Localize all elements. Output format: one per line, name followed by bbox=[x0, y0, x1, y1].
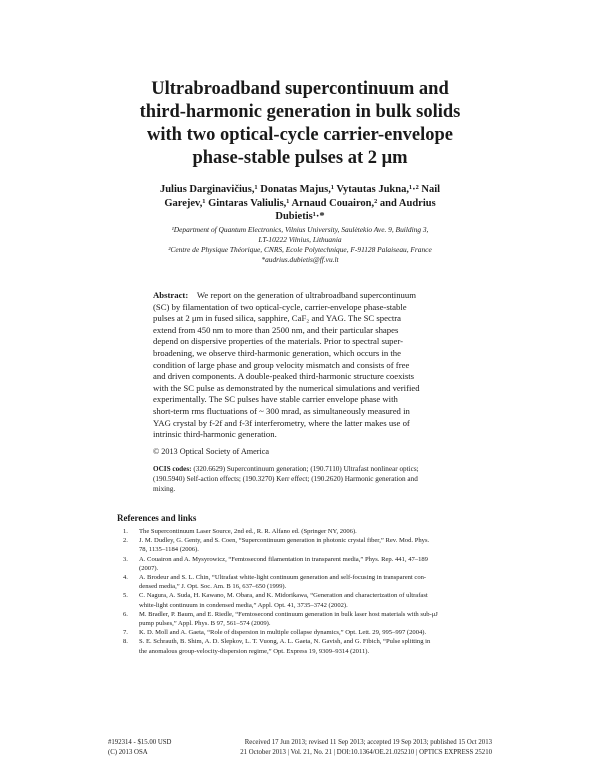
title-line: third-harmonic generation in bulk solids bbox=[139, 102, 461, 122]
affiliations bbox=[140, 225, 460, 265]
reference-number: 3. bbox=[123, 555, 128, 563]
reference-item bbox=[117, 555, 495, 573]
ocis-line bbox=[153, 464, 453, 474]
reference-text: C. Nagura, A. Suda, H. Kawano, M. Obara, and K. Midorikawa, “Generation and characterization of ultrafast bbox=[139, 592, 428, 600]
email-link[interactable]: *audrius.dubietis@ff.vu.lt bbox=[261, 255, 339, 264]
abstract-text: We report on the generation of ultrabroadband supercontinuum bbox=[196, 290, 416, 300]
reference-text: K. D. Moll and A. Gaeta, “Role of dispersion in multiple collapse dynamics,” Opt. Lett. 29, 995–997 (2004). bbox=[139, 629, 427, 637]
abstract-line: broadening, we observe third-harmonic generation, which occurs in the bbox=[153, 347, 401, 358]
footer-dates: Received 17 Jun 2013; revised 11 Sep 2013; accepted 19 Sep 2013; published 15 Oct 2013 bbox=[244, 739, 492, 746]
title-line: phase-stable pulses at 2 μm bbox=[192, 148, 408, 168]
abstract-label: Abstract: bbox=[153, 290, 189, 300]
affiliation-line: ¹Department of Quantum Electronics, Vilnius University, Saulėtekio Ave. 9, Building 3, bbox=[171, 225, 429, 234]
author-line: Julius Darginavičius,¹ Donatas Majus,¹ Vytautas Jukna,¹·² Nail bbox=[159, 184, 441, 195]
abstract-line: depend on dispersive properties of the materials. Prior to spectral super- bbox=[153, 336, 403, 347]
reference-item bbox=[117, 536, 495, 554]
reference-text: The Supercontinuum Laser Source, 2nd ed., R. R. Alfano ed. (Springer NY, 2006). bbox=[139, 528, 357, 535]
abstract-line: YAG crystal by f-2f and f-3f interferometry, where the latter makes use of bbox=[153, 417, 410, 428]
affiliation-line: LT-10222 Vilnius, Lithuania bbox=[258, 235, 342, 244]
reference-item bbox=[117, 637, 495, 655]
title-line: Ultrabroadband supercontinuum and bbox=[151, 79, 449, 99]
reference-text: densed media,” J. Opt. Soc. Am. B 16, 637–650 (1999). bbox=[139, 583, 287, 591]
abstract-line: with the SC pulse as demonstrated by the numerical simulations and verified bbox=[153, 382, 420, 393]
reference-text: the anomalous group-velocity-dispersion regime,” Opt. Express 19, 9309–9314 (2011). bbox=[139, 647, 370, 655]
references-heading: References and links bbox=[117, 513, 197, 523]
reference-text: A. Brodeur and S. L. Chin, “Ultrafast white-light continuum generation and self-focusing in transparent con- bbox=[139, 574, 427, 582]
reference-text: (2007). bbox=[139, 564, 159, 572]
footer-copyright: (C) 2013 OSA bbox=[108, 749, 148, 756]
reference-number: 5. bbox=[123, 592, 128, 600]
ocis-label: OCIS codes: bbox=[153, 465, 192, 473]
ocis-codes bbox=[153, 464, 453, 494]
reference-number: 6. bbox=[123, 610, 128, 618]
abstract-line: short-term rms fluctuations of ~ 300 mrad, as simultaneously measured in bbox=[153, 405, 410, 416]
abstract-line: pulses at 2 μm in fused silica, sapphire, CaF₂ and YAG. The SC spectra bbox=[153, 313, 401, 324]
footer-row bbox=[108, 748, 492, 758]
reference-item bbox=[117, 628, 495, 637]
abstract bbox=[153, 290, 453, 441]
reference-number: 1. bbox=[123, 528, 128, 535]
copyright-notice: © 2013 Optical Society of America bbox=[153, 447, 270, 456]
abstract-line: condition of large phase and group velocity mismatch and consists of free bbox=[153, 359, 410, 370]
reference-text: S. E. Schrauth, B. Shim, A. D. Slepkov, L. T. Vuong, A. L. Gaeta, N. Gavish, and G. Fibich, “Pulse splitting in bbox=[139, 638, 431, 646]
reference-text: white-light continuum in condensed media,” Appl. Opt. 41, 3735–3742 (2002). bbox=[139, 601, 348, 609]
references-list bbox=[117, 527, 495, 656]
abstract-line: extend from 450 nm to more than 2500 nm, and their particular shapes bbox=[153, 324, 399, 335]
footer-manuscript-id: #192314 - $15.00 USD bbox=[108, 739, 172, 746]
author-line: Garejev,¹ Gintaras Valiulis,¹ Arnaud Couairon,² and Audrius bbox=[164, 197, 436, 209]
reference-item bbox=[117, 610, 495, 628]
ocis-line: mixing. bbox=[153, 485, 176, 493]
ocis-line: (190.5940) Self-action effects; (190.3270) Kerr effect; (190.2620) Harmonic generation and bbox=[153, 475, 418, 483]
reference-item bbox=[117, 527, 495, 536]
reference-item bbox=[117, 591, 495, 609]
title-line: with two optical-cycle carrier-envelope bbox=[147, 125, 453, 145]
footer-journal-info: 21 October 2013 | Vol. 21, No. 21 | DOI:10.1364/OE.21.025210 | OPTICS EXPRESS 25210 bbox=[240, 749, 492, 756]
abstract-line bbox=[153, 290, 453, 302]
abstract-line: intrinsic third-harmonic generation. bbox=[153, 429, 277, 440]
reference-number: 8. bbox=[123, 638, 128, 646]
affiliation-line: ²Centre de Physique Théorique, CNRS, Ecole Polytechnique, F-91128 Palaiseau, France bbox=[168, 245, 432, 254]
reference-item bbox=[117, 573, 495, 591]
reference-text: A. Couairon and A. Mysyrowicz, “Femtosecond filamentation in transparent media,” Phys. Rep. 441, 47–189 bbox=[139, 555, 428, 563]
footer-row bbox=[108, 738, 492, 748]
author-list bbox=[150, 183, 450, 224]
ocis-text: (320.6629) Supercontinuum generation; (190.7110) Ultrafast nonlinear optics; bbox=[193, 465, 419, 473]
reference-text: pump pulses,” Appl. Phys. B 97, 561–574 (2009). bbox=[139, 620, 271, 628]
page-footer bbox=[108, 738, 492, 758]
reference-number: 7. bbox=[123, 629, 128, 637]
abstract-line: and driven components. A double-peaked third-harmonic structure coexists bbox=[153, 371, 415, 382]
reference-number: 2. bbox=[123, 537, 128, 545]
paper-title bbox=[120, 78, 480, 170]
reference-text: J. M. Dudley, G. Genty, and S. Coen, “Supercontinuum generation in photonic crystal fiber,” Rev. Mod. Phys. bbox=[139, 537, 430, 545]
abstract-line: (SC) by filamentation of two optical-cycle, carrier-envelope phase-stable bbox=[153, 301, 407, 312]
reference-number: 4. bbox=[123, 574, 128, 582]
reference-text: M. Bradler, P. Baum, and E. Riedle, “Femtosecond continuum generation in bulk laser host materials with sub-μJ bbox=[139, 610, 438, 618]
author-line: Dubietis¹·* bbox=[275, 211, 325, 222]
reference-text: 78, 1135–1184 (2006). bbox=[139, 546, 199, 554]
abstract-line: experimentally. The SC pulses have stable carrier envelope phase with bbox=[153, 394, 398, 405]
